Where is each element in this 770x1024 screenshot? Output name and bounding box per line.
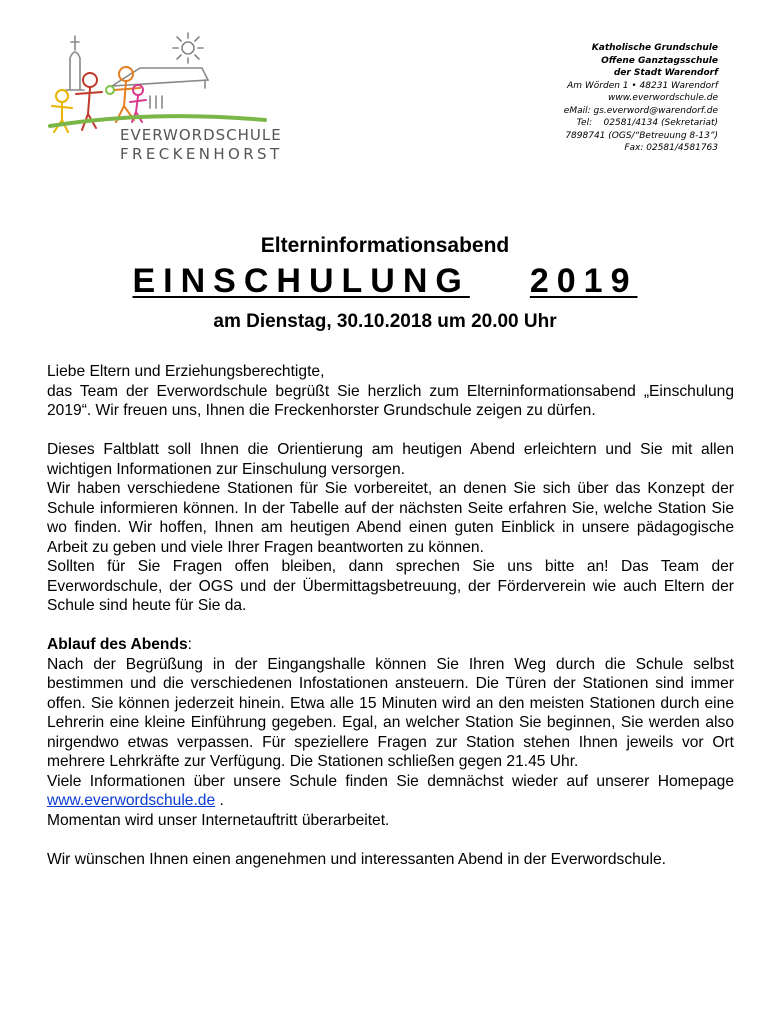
address-line-school-type: Katholische Grundschule xyxy=(591,43,718,53)
school-address-block xyxy=(458,42,718,155)
title-year: 2019 xyxy=(529,262,638,300)
paragraph-welcome: das Team der Everwordschule begrüßt Sie herzlich zum Elterninformationsabend „Einschulung 2019“. Wir freuen uns, Ihnen die Freckenhorster Grundschule zeigen zu dürfen. xyxy=(47,382,734,419)
address-line-street: Am Wörden 1 • 48231 Warendorf xyxy=(567,80,718,91)
address-line-ogs: Offene Ganztagsschule xyxy=(601,55,718,66)
ablauf-heading-text: Ablauf des Abends xyxy=(47,636,188,653)
school-logo-name xyxy=(120,126,283,164)
school-logo xyxy=(40,28,290,168)
document-title xyxy=(0,262,770,301)
ablauf-heading-colon: : xyxy=(187,636,192,653)
address-line-fax: Fax: 02581/4581763 xyxy=(624,143,718,153)
paragraph-website-update: Momentan wird unser Internetauftritt überarbeitet. xyxy=(47,811,390,829)
paragraph-closing: Wir wünschen Ihnen einen angenehmen und interessanten Abend in der Everwordschule. xyxy=(47,850,666,868)
address-line-phone: Tel: 02581/4134 (Sekretariat) xyxy=(576,118,718,128)
salutation: Liebe Eltern und Erziehungsberechtigte, xyxy=(47,363,325,380)
paragraph-homepage xyxy=(47,772,734,811)
paragraph-questions: Sollten für Sie Fragen offen bleiben, dann sprechen Sie uns bitte an! Das Team der Everwordschule, der OGS und der Übermittagsbetreuung, der Förderverein wie auch Eltern der Schule sind heute für Sie da. xyxy=(47,558,734,614)
address-line-phone-ogs: 7898741 (OGS/“Betreuung 8-13”) xyxy=(565,130,718,141)
paragraph-orientation: Dieses Faltblatt soll Ihnen die Orientierung am heutigen Abend erleichtern und Sie mit allen wichtigen Informationen zur Einschulung versorgen. xyxy=(47,441,734,478)
address-line-email: eMail: gs.everword@warendorf.de xyxy=(563,105,718,116)
letter-body xyxy=(47,362,734,869)
address-line-city: der Stadt Warendorf xyxy=(613,68,718,78)
document-subtitle: Elterninformationsabend xyxy=(260,234,510,257)
paragraph-gap xyxy=(47,421,734,441)
paragraph-gap xyxy=(47,616,734,636)
paragraph-gap xyxy=(47,830,734,850)
address-line-website: www.everwordschule.de xyxy=(608,93,718,103)
school-name-line2: FRECKENHORST xyxy=(120,145,283,163)
ablauf-heading xyxy=(47,635,734,655)
paragraph-stations: Wir haben verschiedene Stationen für Sie vorbereitet, an denen Sie sich über das Konzept der Schule informieren können. In der Tabelle auf der nächsten Seite erfahren Sie, welche Station Sie wo finden. Wir hoffen, Ihnen am heutigen Abend einen guten Einblick in unsere pädagogische Arbeit zu geben und viele Ihrer Fragen beantworten zu können. xyxy=(47,480,734,556)
homepage-period: . xyxy=(215,792,224,809)
event-date: am Dienstag, 30.10.2018 um 20.00 Uhr xyxy=(213,311,557,332)
homepage-text: Viele Informationen über unsere Schule finden Sie demnächst wieder auf unserer Homepage xyxy=(47,772,734,790)
title-word: EINSCHULUNG xyxy=(132,262,470,300)
paragraph-schedule: Nach der Begrüßung in der Eingangshalle können Sie Ihren Weg durch die Schule selbst bestimmen und die verschiedenen Infostationen ansteuern. Die Türen der Stationen sind immer offen. Sie können jederzeit hinein. Etwa alle 15 Minuten wird an den meisten Stationen durch eine Lehrerin eine kleine Einführung gegeben. Egal, an welcher Station Sie beginnen, Sie werden also nirgendwo etwas verpassen. Für speziellere Fragen zur Station stehen Ihnen jeweils vor Ort mehrere Lehrkräfte zur Verfügung. Die Stationen schließen gegen 21.45 Uhr. xyxy=(47,655,734,770)
homepage-link[interactable]: www.everwordschule.de xyxy=(47,792,216,809)
school-name-line1: EVERWORDSCHULE xyxy=(120,126,282,144)
